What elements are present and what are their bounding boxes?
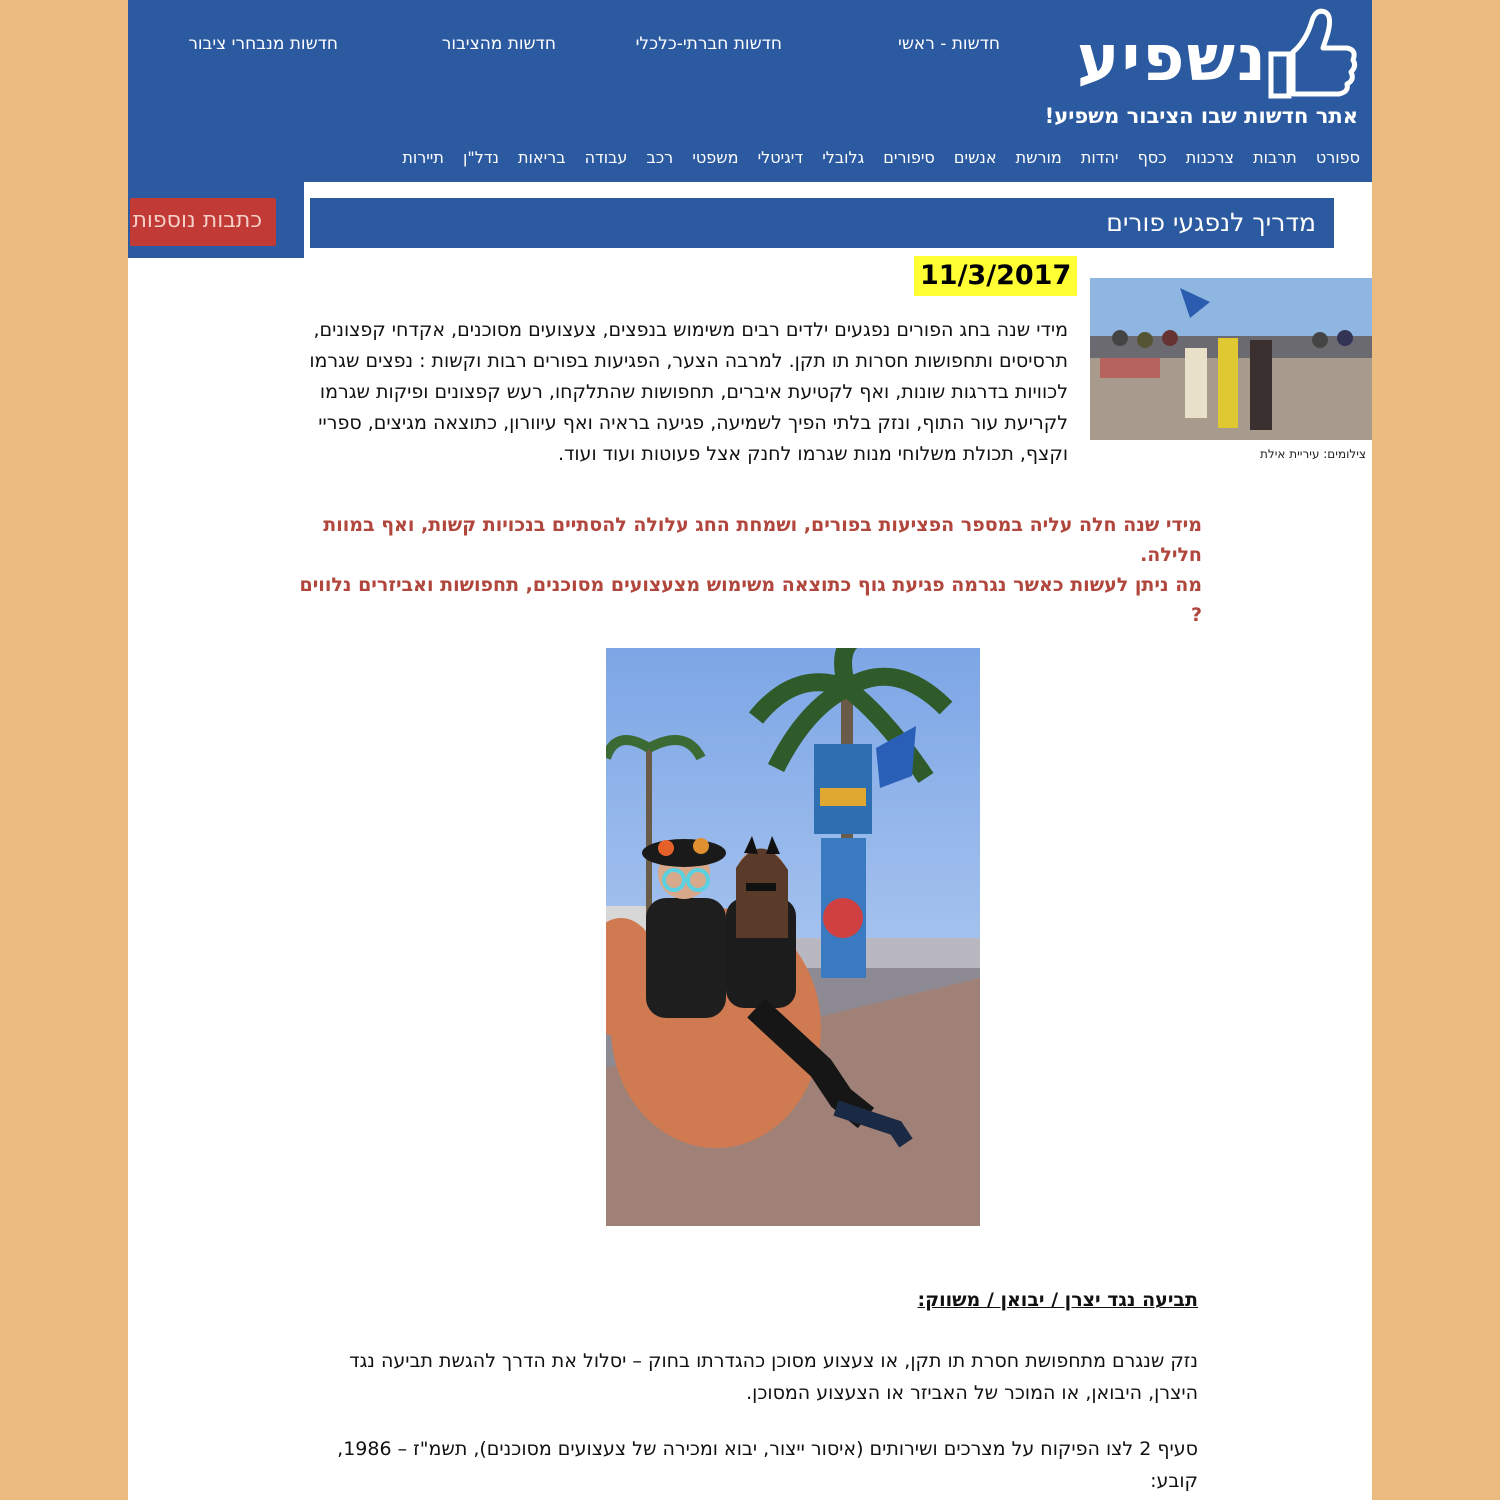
category-cars[interactable]: רכב xyxy=(646,148,674,167)
body-paragraph-1: נזק שנגרם מתחפושת חסרת תו תקן, או צעצוע מסוכן כהגדרתו בחוק – יסלול את הדרך להגשת תביעה נגד היצרן, היבואן, או המוכר של האביזר או הצעצוע המסוכן. xyxy=(349,1350,1198,1404)
category-health[interactable]: בריאות xyxy=(518,148,566,167)
article-title-bar xyxy=(310,198,1334,248)
more-articles-label: כתבות נוספות xyxy=(132,208,262,233)
nav-news-social-economic[interactable]: חדשות חברתי-כלכלי xyxy=(635,34,782,54)
category-sport[interactable]: ספורט xyxy=(1315,148,1360,167)
category-tourism[interactable]: תיירות xyxy=(402,148,444,167)
category-real-estate[interactable]: נדל"ן xyxy=(462,148,499,167)
category-digital[interactable]: דיגיטלי xyxy=(757,148,804,167)
category-legal[interactable]: משפטי xyxy=(692,148,739,167)
nav-news-public[interactable]: חדשות מהציבור xyxy=(441,34,556,54)
section-heading: תביעה נגד יצרן / יבואן / משווק: xyxy=(917,1289,1198,1311)
article-title: מדריך לנפגעי פורים xyxy=(1106,208,1316,237)
category-stories[interactable]: סיפורים xyxy=(883,148,935,167)
highlight-block xyxy=(298,510,1202,630)
category-global[interactable]: גלובלי xyxy=(822,148,865,167)
category-money[interactable]: כסף xyxy=(1137,148,1167,167)
parade-photo-illustration xyxy=(1090,278,1372,440)
thumbnail-photo[interactable] xyxy=(1090,278,1372,440)
category-culture[interactable]: תרבות xyxy=(1253,148,1297,167)
scanned-page xyxy=(128,0,1372,1500)
photo-credit: צילומים: עיריית אילת xyxy=(1260,447,1366,461)
category-nav xyxy=(240,148,1360,167)
body-paragraph-2: סעיף 2 לצו הפיקוח על מצרכים ושירותים (איסור ייצור, יבוא ומכירה של צעצועים מסוכנים), תשמ"ז – 1986, קובע: xyxy=(337,1438,1198,1492)
site-tagline: אתר חדשות שבו הציבור משפיע! xyxy=(1044,104,1358,128)
category-judaism[interactable]: יהדות xyxy=(1080,148,1119,167)
more-articles-button[interactable] xyxy=(130,198,276,246)
nav-news-main[interactable]: חדשות - ראשי xyxy=(898,34,1000,54)
main-photo[interactable] xyxy=(606,648,980,1226)
article-title-frame xyxy=(304,182,1372,258)
article-date: 11/3/2017 xyxy=(914,256,1077,296)
thumbs-up-icon xyxy=(1263,2,1358,102)
nav-news-officials[interactable]: חדשות מנבחרי ציבור xyxy=(188,34,338,54)
site-header xyxy=(128,0,1372,258)
highlight-text-1: מידי שנה חלה עליה במספר הפציעות בפורים, ושמחת החג עלולה להסתיים בנכויות קשות, ואף במוות חלילה. xyxy=(323,514,1202,566)
purim-photo-illustration xyxy=(606,648,980,1226)
logo-text: נשפיע xyxy=(1076,22,1268,96)
category-consumer[interactable]: צרכנות xyxy=(1185,148,1234,167)
site-logo[interactable] xyxy=(1028,2,1358,102)
category-heritage[interactable]: מורשת xyxy=(1015,148,1062,167)
highlight-text-2: מה ניתן לעשות כאשר נגרמה פגיעת גוף כתוצאה משימוש מצעצועים מסוכנים, תחפושות ואביזרים נלווים ? xyxy=(299,574,1202,626)
article-intro: מידי שנה בחג הפורים נפגעים ילדים רבים משימוש בנפצים, צעצועים מסוכנים, אקדחי קפצונים, תרסיסים ותחפושות חסרות תו תקן. למרבה הצער, הפגיעות בפורים רבות וקשות : נפצים שגרמו לכוויות בדרגות שונות, ואף לקטיעת איברים, תחפושות שהתלקחו, רעש קפצונים ופיקות שגרמו לקריעת עור התוף, ונזק בלתי הפיך לשמיעה, פגיעה בראיה ואף עיוורון, כתוצאה מגיצים, ספריי וקצף, תכולת משלוחי מנות שגרמו לחנק אצל פעוטות ועוד ועוד. xyxy=(309,319,1068,465)
category-work[interactable]: עבודה xyxy=(584,148,628,167)
category-people[interactable]: אנשים xyxy=(953,148,997,167)
